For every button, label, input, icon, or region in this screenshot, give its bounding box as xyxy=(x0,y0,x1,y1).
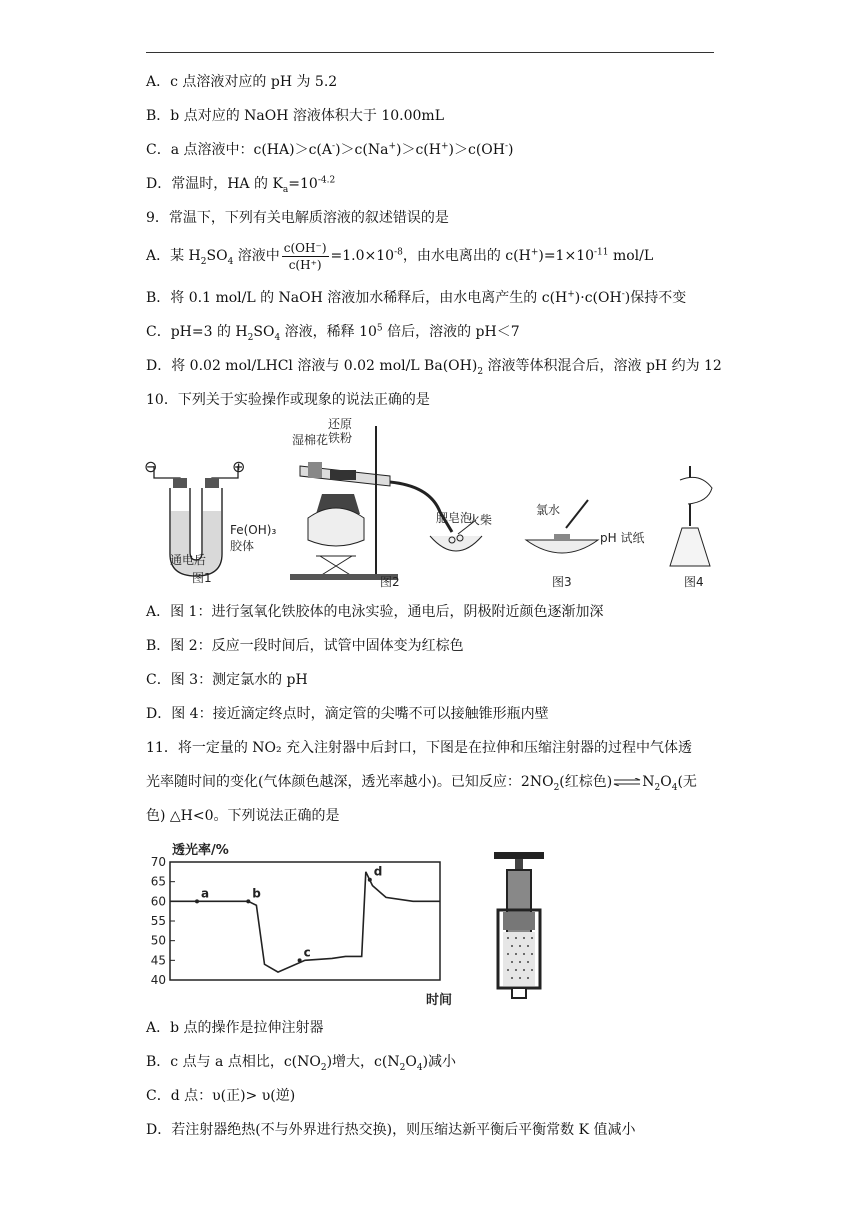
svg-text:通电后: 通电后 xyxy=(170,553,207,567)
q11-stem-line1: 11．将一定量的 NO₂ 充入注射器中后封口，下图是在拉伸和压缩注射器的过程中气体透 xyxy=(146,740,693,756)
chart-point-c xyxy=(298,958,302,962)
transmittance-chart xyxy=(140,836,460,1008)
svg-text:火柴: 火柴 xyxy=(468,513,493,527)
chart-ytick-label: 40 xyxy=(150,973,166,987)
svg-text:图2: 图2 xyxy=(380,575,400,589)
fraction-oh-over-h: $\frac{c(OH^-)}{c(H^+)}$ xyxy=(283,240,327,272)
q11-option-d: D．若注射器绝热(不与外界进行热交换)，则压缩达新平衡后平衡常数 K 值减小 xyxy=(146,1122,636,1138)
chart-ytick-label: 50 xyxy=(150,933,166,948)
svg-text:⊖: ⊖ xyxy=(144,457,158,476)
q11-option-a: A．b 点的操作是拉伸注射器 xyxy=(146,1020,324,1036)
fig4-titration xyxy=(670,466,712,589)
chart-point-label-d: d xyxy=(373,864,383,879)
q10-apparatus-figure xyxy=(140,416,720,594)
svg-text:图3: 图3 xyxy=(552,575,572,589)
chart-ytick-label: 70 xyxy=(150,855,166,869)
chart-xlabel: 时间 xyxy=(426,993,453,1008)
svg-text:铁粉: 铁粉 xyxy=(328,431,353,445)
fig1-u-tube xyxy=(144,457,276,585)
chart-point-d xyxy=(368,878,372,882)
q9-option-b: B．将 0.1 mol/L 的 NaOH 溶液加水稀释后，由水电离产生的 c(H+)·c(OH-)保持不变 xyxy=(146,289,687,306)
chart-ytick-label: 65 xyxy=(150,874,166,889)
q10-option-c: C．图 3：测定氯水的 pH xyxy=(146,672,308,688)
chart-point-label-c: c xyxy=(303,945,311,960)
q10-stem: 10．下列关于实验操作或现象的说法正确的是 xyxy=(146,392,430,408)
q10-option-d: D．图 4：接近滴定终点时，滴定管的尖嘴不可以接触锥形瓶内壁 xyxy=(146,706,549,722)
svg-text:氯水: 氯水 xyxy=(536,503,561,517)
chart-plot-frame xyxy=(170,862,440,980)
svg-text:Fe(OH)₃: Fe(OH)₃ xyxy=(230,523,277,537)
q8-option-d: D．常温时，HA 的 $K_a=10^{-4.2}$ xyxy=(146,175,336,195)
chart-ylabel: 透光率/% xyxy=(172,843,229,858)
fig2-iron-steam-apparatus xyxy=(290,417,492,589)
chart-ytick-label: 60 xyxy=(150,894,166,909)
q8-option-a: A．c 点溶液对应的 pH 为 5.2 xyxy=(146,74,338,90)
chart-ytick-label: 55 xyxy=(150,914,166,928)
svg-text:肥皂泡: 肥皂泡 xyxy=(436,511,473,525)
svg-text:湿棉花: 湿棉花 xyxy=(292,433,329,447)
q8-option-b: B．b 点对应的 NaOH 溶液体积大于 10.00mL xyxy=(146,108,444,124)
q11-option-b: B．c 点与 a 点相比，$c(NO_2)$增大，$c(N_2O_4)$减小 xyxy=(146,1054,457,1073)
q10-option-a: A．图 1：进行氢氧化铁胶体的电泳实验，通电后，阴极附近颜色逐渐加深 xyxy=(146,604,604,620)
svg-text:⊕: ⊕ xyxy=(232,457,246,476)
equilibrium-arrow-icon xyxy=(612,778,642,786)
chart-ytick-label: 45 xyxy=(150,953,166,968)
svg-text:pH 试纸: pH 试纸 xyxy=(600,531,645,545)
chart-point-a xyxy=(195,899,199,903)
q9-option-a: A．某 $H_2SO_4$ 溶液中 $\frac{c(OH^-)}{c(H^+)}$ $=1.0\times 10^{-8}$，由水电离出的 $c(H^+)=1\times 10^{-11}$ mol/L xyxy=(146,240,654,272)
syringe-figure xyxy=(492,850,552,1000)
q9-option-c: C．pH=3 的 $H_2SO_4$ 溶液，稀释 $10^5$ 倍后，溶液的 pH＜7 xyxy=(146,323,520,343)
chart-point-label-b: b xyxy=(252,886,261,901)
header-rule xyxy=(146,52,714,53)
q8-option-c: C．a 点溶液中：c(HA)＞c(A-)＞c(Na+)＞c(H+)＞c(OH-) xyxy=(146,141,514,158)
svg-text:胶体: 胶体 xyxy=(230,539,255,553)
fig3-chlorine-water-ph xyxy=(526,500,644,589)
q10-option-b: B．图 2：反应一段时间后，试管中固体变为红棕色 xyxy=(146,638,464,654)
svg-text:图4: 图4 xyxy=(684,575,704,589)
chart-point-label-a: a xyxy=(201,886,210,901)
chart-point-b xyxy=(246,899,250,903)
svg-text:图1: 图1 xyxy=(192,571,212,585)
q11-stem-line3: 色) △H<0。下列说法正确的是 xyxy=(146,808,340,824)
q9-option-d: D．将 0.02 mol/LHCl 溶液与 0.02 mol/L $Ba(OH)_2$ 溶液等体积混合后，溶液 pH 约为 12 xyxy=(146,358,722,377)
svg-text:还原: 还原 xyxy=(328,417,353,431)
q11-stem-line2: 光率随时间的变化(气体颜色越深，透光率越小)。已知反应：$2NO_2$(红棕色) $N_2O_4$(无 xyxy=(146,774,697,793)
q11-option-c: C．d 点：υ(正)> υ(逆) xyxy=(146,1088,296,1104)
q9-stem: 9．常温下，下列有关电解质溶液的叙述错误的是 xyxy=(146,210,449,226)
